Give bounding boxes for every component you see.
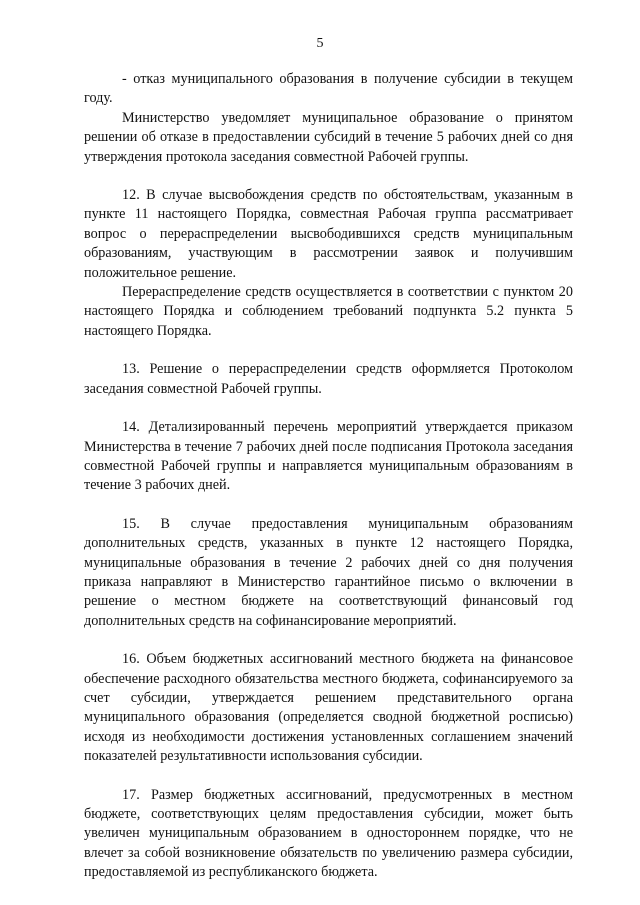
document-body [84,70,573,883]
page-number: 5 [316,36,324,51]
paragraph-item-16: 16. Объем бюджетных ассигнований местного бюджета на финансовое обеспечение расходного обязательства местного бюджета, софинансируемого за счет субсидии, утверждается решением представительного органа муниципального образования (определяется сводной бюджетной росписью) исходя из необходимости достижения установленных соглашением значений показателей результативности использования субсидии. [84,651,573,765]
paragraph-item-14: 14. Детализированный перечень мероприятий утверждается приказом Министерства в течение 7 рабочих дней после подписания Протокола заседания совместной Рабочей группы и направляется муниципальным образованиям в течение 3 рабочих дней. [84,419,573,494]
paragraph-refusal-item: - отказ муниципального образования в получение субсидии в текущем году. [84,71,573,107]
paragraph-item-13: 13. Решение о перераспределении средств оформляется Протоколом заседания совместной Рабочей группы. [84,361,573,397]
paragraph-redistribution: Перераспределение средств осуществляется в соответствии с пунктом 20 настоящего Порядка и соблюдением требований подпункта 5.2 пункта 5 настоящего Порядка. [84,284,573,339]
paragraph-ministry-notification: Министерство уведомляет муниципальное образование о принятом решении об отказе в предоставлении субсидий в течение 5 рабочих дней со дня утверждения протокола заседания совместной Рабочей группы. [84,109,573,165]
paragraph-item-15: 15. В случае предоставления муниципальным образованиям дополнительных средств, указанных в пункте 12 настоящего Порядка, муниципальные образования в течение 2 рабочих дней со дня получения приказа направляют в Министерство гарантийное письмо о включении в решение о местном бюджете на соответствующий финансовый год дополнительных средств на софинансирование мероприятий. [84,515,573,629]
paragraph-item-17: 17. Размер бюджетных ассигнований, предусмотренных в местном бюджете, соответствующих целям предоставления субсидии, может быть увеличен муниципальным образованием в одностороннем порядке, что не влечет за собой возникновение обязательств по увеличению размера субсидии, предоставляемой из республиканского бюджета. [84,786,573,881]
paragraph-item-12: 12. В случае высвобождения средств по обстоятельствам, указанным в пункте 11 настоящего Порядка, совместная Рабочая группа рассматривает вопрос о перераспределении высвободившихся средств муниципальным образованиям, участвующим в рассмотрении заявок и получившим положительное решение. [84,187,573,281]
